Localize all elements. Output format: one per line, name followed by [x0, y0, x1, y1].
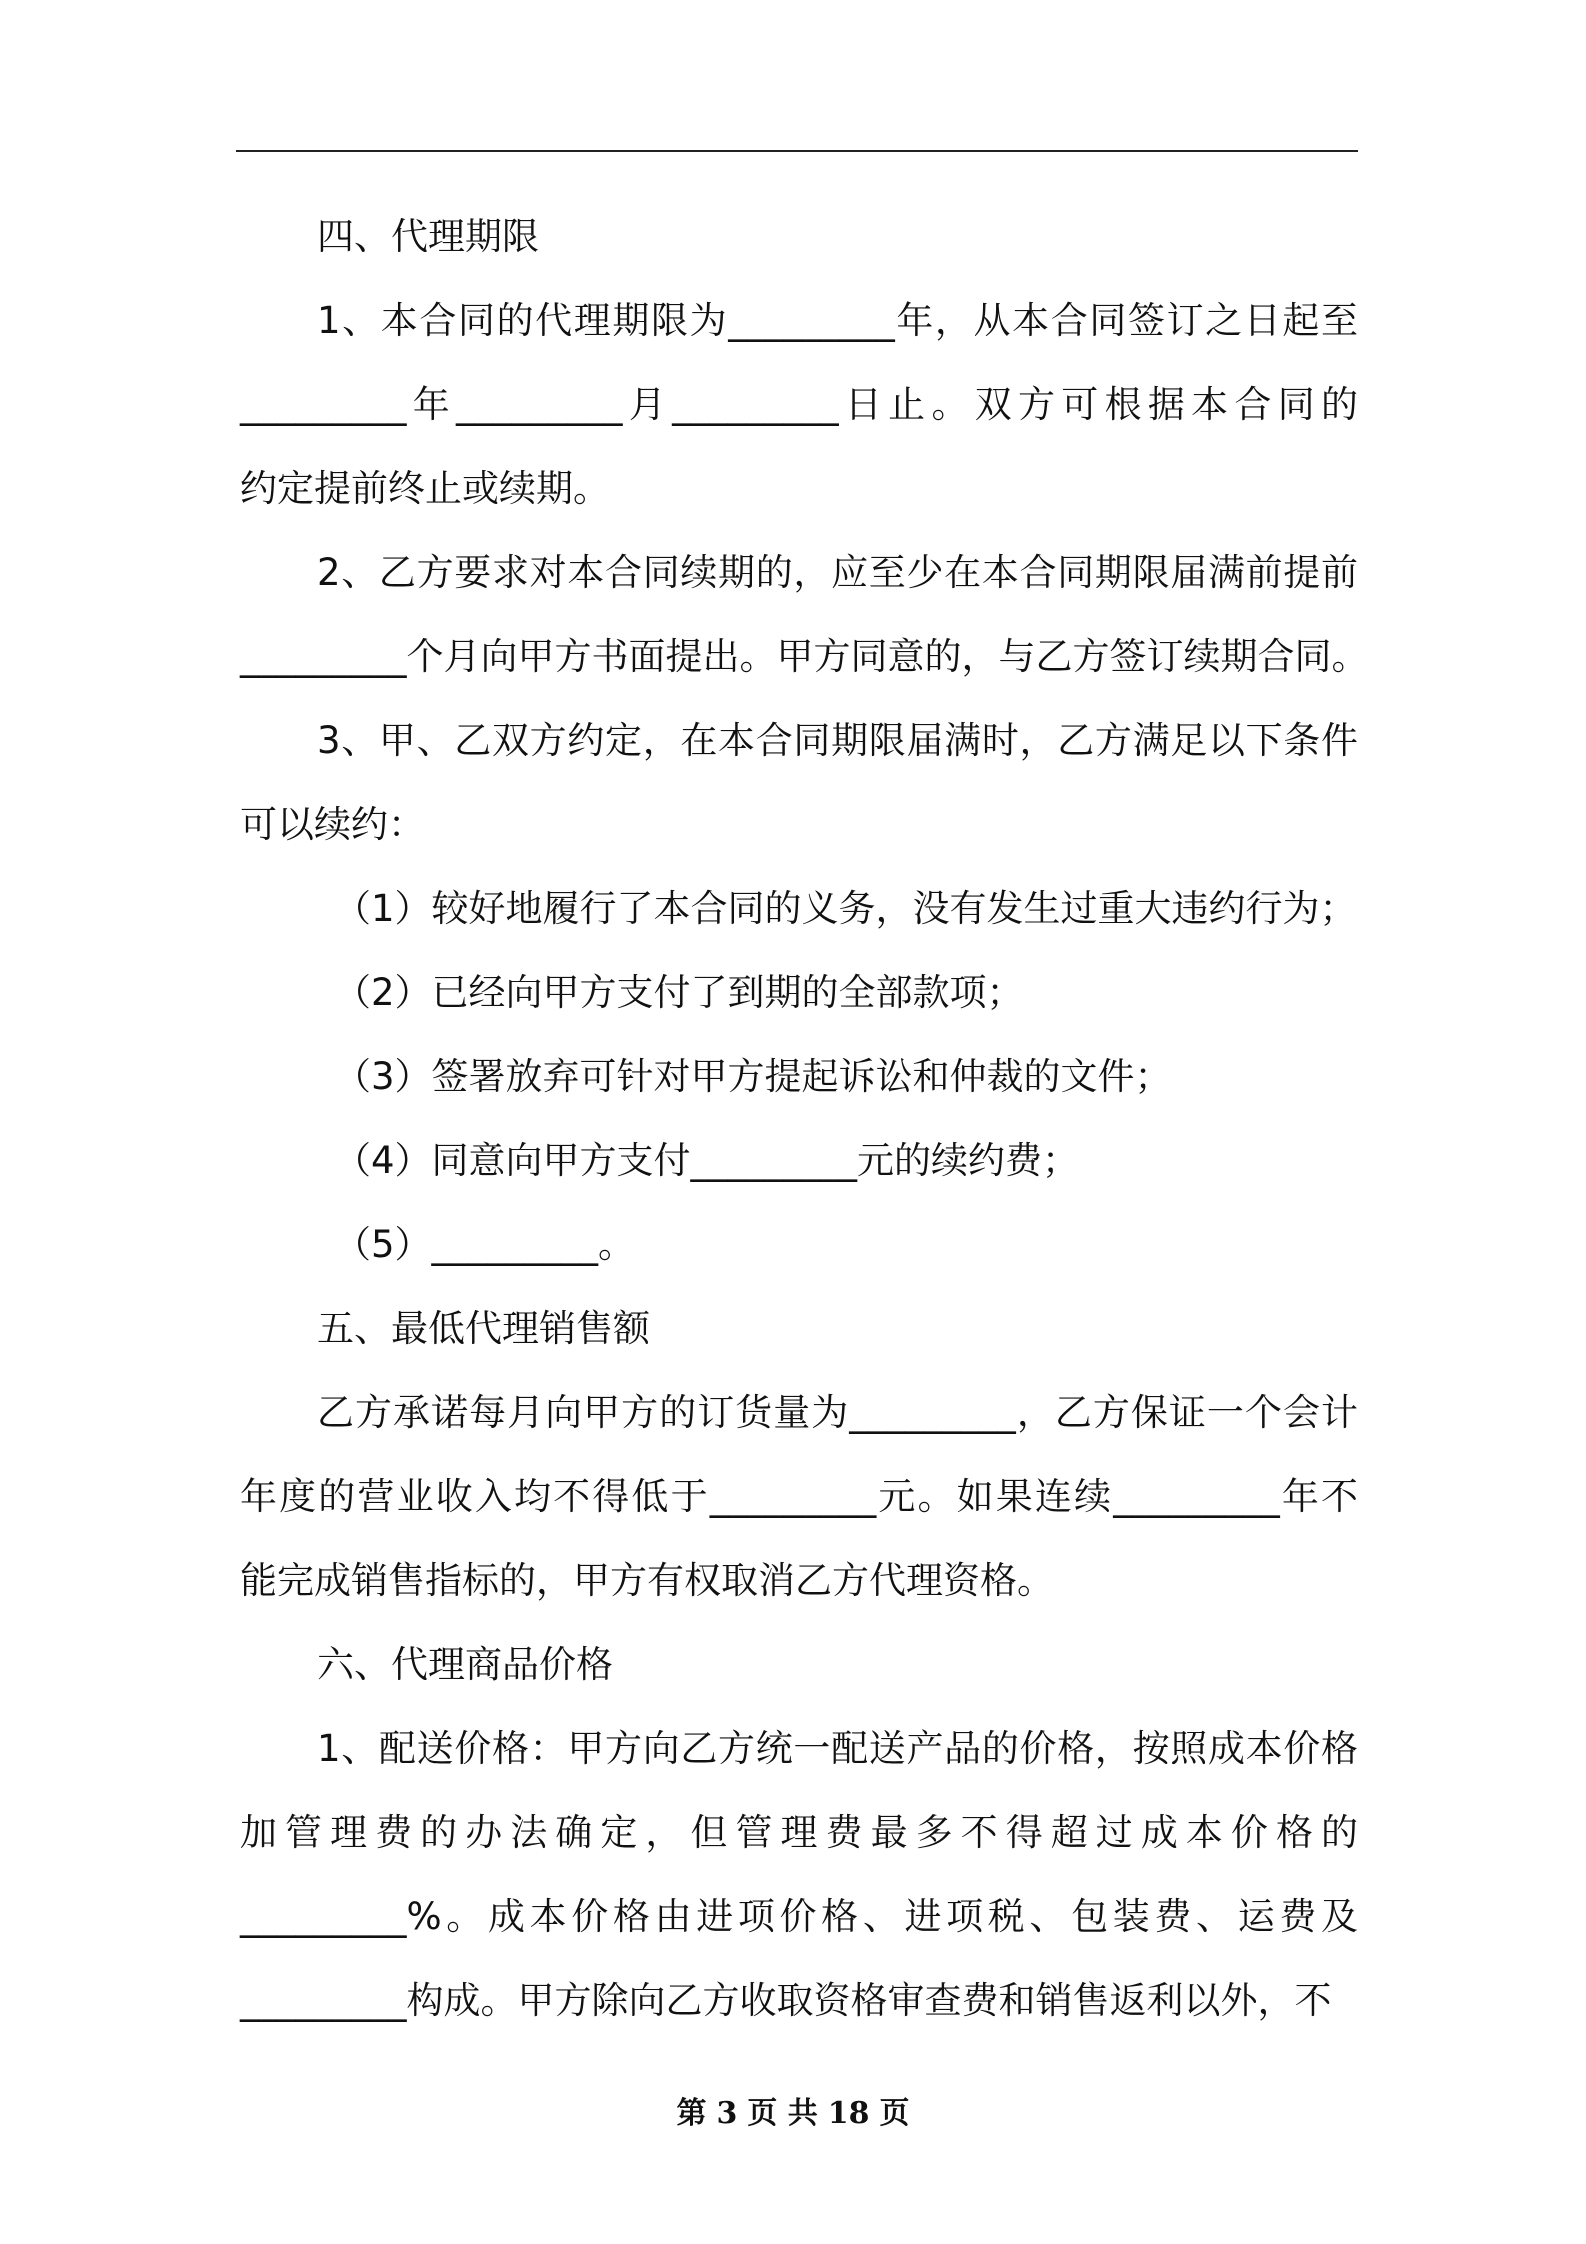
section-heading: 五、最低代理销售额: [317, 1307, 650, 1350]
paragraph-line: 乙方承诺每月向甲方的订货量为_________，乙方保证一个会计: [317, 1391, 1358, 1434]
list-item: （3）签署放弃可针对甲方提起诉讼和仲裁的文件；: [334, 1055, 1172, 1098]
paragraph-line: 可以续约：: [240, 803, 425, 846]
paragraph-line: 加管理费的办法确定，但管理费最多不得超过成本价格的: [240, 1811, 1358, 1854]
list-item: （4）同意向甲方支付_________元的续约费；: [334, 1139, 1080, 1182]
list-item: （2）已经向甲方支付了到期的全部款项；: [334, 971, 1024, 1014]
paragraph-line: 1、本合同的代理期限为_________年，从本合同签订之日起至: [317, 299, 1358, 342]
document-body: [240, 195, 1369, 2043]
footer-prefix: 第: [676, 2096, 707, 2131]
header-rule: [236, 150, 1358, 152]
paragraph-line: 年度的营业收入均不得低于_________元。如果连续_________年不: [240, 1475, 1358, 1518]
list-item: （5）_________。: [334, 1223, 636, 1266]
section-heading: 六、代理商品价格: [317, 1643, 613, 1686]
paragraph-line: _________年_________月_________日止。双方可根据本合同的: [240, 383, 1358, 426]
paragraph-line: 2、乙方要求对本合同续期的，应至少在本合同期限届满前提前: [317, 551, 1358, 594]
paragraph-line: _________%。成本价格由进项价格、进项税、包装费、运费及: [240, 1895, 1358, 1938]
paragraph-line: 约定提前终止或续期。: [240, 467, 610, 510]
paragraph-line: _________个月向甲方书面提出。甲方同意的，与乙方签订续期合同。: [240, 635, 1369, 678]
section-heading: 四、代理期限: [317, 215, 539, 258]
footer-middle: 页 共: [747, 2096, 818, 2131]
paragraph-line: 能完成销售指标的，甲方有权取消乙方代理资格。: [240, 1559, 1054, 1602]
list-item: （1）较好地履行了本合同的义务，没有发生过重大违约行为；: [334, 887, 1357, 930]
paragraph-line: _________构成。甲方除向乙方收取资格审查费和销售返利以外，不: [240, 1979, 1332, 2022]
paragraph-line: 1、配送价格：甲方向乙方统一配送产品的价格，按照成本价格: [317, 1727, 1358, 1770]
page-footer: [0, 2094, 1586, 2134]
footer-suffix: 页: [879, 2096, 910, 2131]
page-number: 3: [716, 2096, 738, 2131]
paragraph-line: 3、甲、乙双方约定，在本合同期限届满时，乙方满足以下条件: [317, 719, 1358, 762]
page-total: 18: [827, 2096, 870, 2131]
